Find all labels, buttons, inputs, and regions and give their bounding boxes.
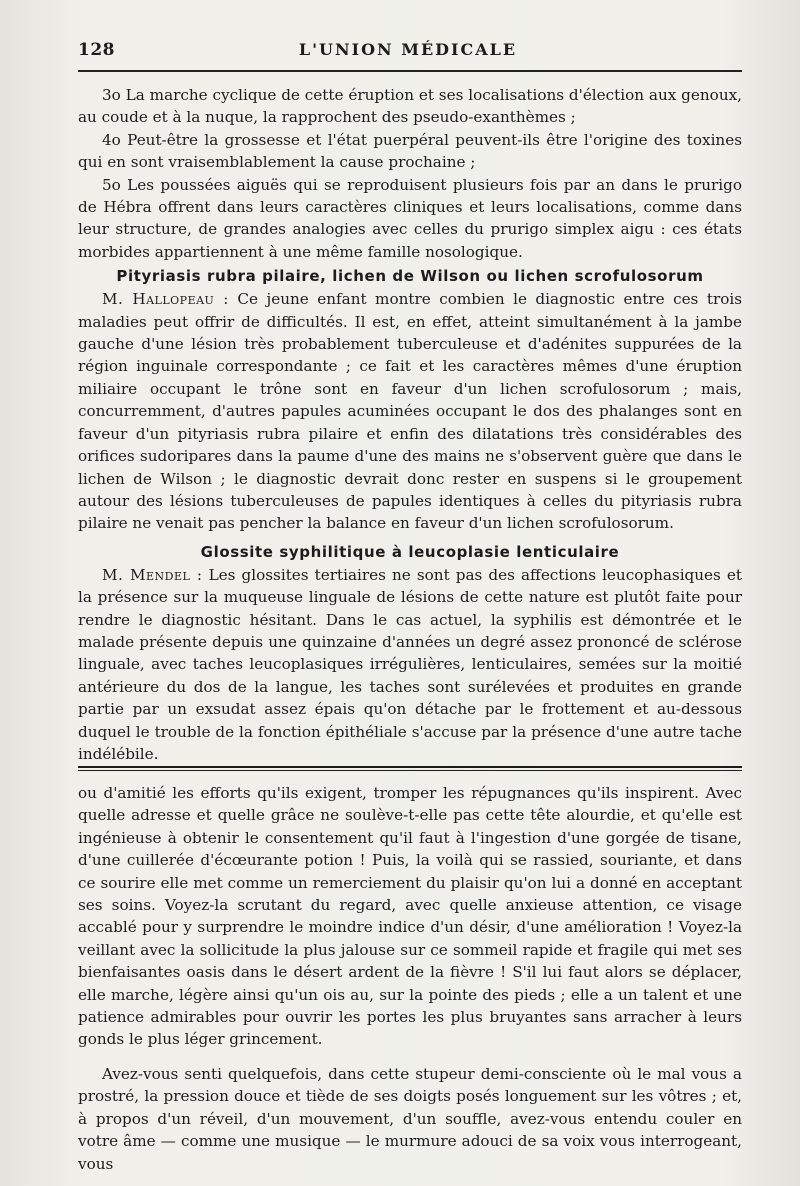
- section-heading-glossite: Glossite syphilitique à leucoplasie lenticulaire: [200, 542, 620, 561]
- paragraph-text: Ce jeune enfant montre combien le diagnostic entre ces trois maladies peut offrir de difficultés. Il est, en effet, atteint simultanément à la jambe gauche d'une lésion très probablement tuberculeuse et d'adénites suppurées de la région inguinale correspondante ; ce fait et les caractères mêmes d'une éruption miliaire occupant le trône sont en faveur d'un lichen scrofulosorum ; mais, concurremment, d'autres papules acuminées occupant le dos des phalanges sont en faveur d'un pityriasis rubra pilaire et enfin des dilatations très considérables des orifices sudoripares dans la paume d'une des mains ne s'observent guère que dans le lichen de Wilson ; le diagnostic devrait donc rester en suspens si le groupement autour des lésions tuberculeuses de papules identiques à celles du pityriasis rubra pilaire ne venait pas pencher la balance en faveur d'un lichen scrofulosorum.: [78, 290, 742, 533]
- paragraph-amitie: ou d'amitié les efforts qu'ils exigent, tromper les répugnances qu'ils inspirent. Avec quelle adresse et quelle grâce ne soulève-t-elle pas cette tête alourdie, et qu'elle est ingénieuse à obtenir le consentement qu'il faut à l'ingestion d'une gorgée de tisane, d'une cuillerée d'écœurante potion ! Puis, la voilà qui se rassied, souriante, et dans ce sourire elle met comme un remerciement du plaisir qu'on lui a donné en acceptant ses soins. Voyez-la scrutant du regard, avec quelle anxieuse attention, ce visage accablé pour y surprendre le moindre indice d'un désir, d'une amélioration ! Voyez-la veillant avec la sollicitude la plus jalouse sur ce sommeil rapide et fragile qui met ses bienfaisantes oasis dans le désert ardent de la fièvre ! S'il lui faut alors se déplacer, elle marche, légère ainsi qu'un ois au, sur la pointe des pieds ; elle a un talent et une patience admirables pour ouvrir les portes les plus bruyantes sans arracher à leurs gonds le plus léger grincement.: [78, 784, 742, 1049]
- paragraph-text: Les glossites tertiaires ne sont pas des affections leucophasiques et la présence sur la muqueuse linguale de lésions de cette nature est plutôt faite pour rendre le diagnostic hésitant. Dans le cas actuel, la syphilis est démontrée et le malade présente depuis une quinzaine d'années un degré assez prononcé de sclérose linguale, avec taches leucoplasiques irrégulières, lenticulaires, semées sur la moitié antérieure du dos de la langue, les taches sont surélevées et produites en grande partie par un exsudat assez épais qu'on détache par le frottement et au-dessous duquel le trouble de la fonction épithéliale s'accuse par la présence d'une autre tache indélébile.: [78, 565, 743, 763]
- running-title: L'UNION MÉDICALE: [298, 40, 518, 59]
- paragraph-grossesse: 4o Peut-être la grossesse et l'état puerpéral peuvent-ils être l'origine des toxines qui en sont vraisemblablement la cause prochaine ;: [78, 130, 742, 172]
- top-section: [78, 84, 742, 765]
- paragraph-eruption: 3o La marche cyclique de cette éruption et ses localisations d'élection aux genoux, au coude et à la nuque, la rapprochent des pseudo-exanthèmes ;: [78, 86, 742, 127]
- header-rule: [78, 70, 742, 72]
- feuilleton-section: [78, 782, 742, 1175]
- speaker-name: M. Mendel :: [102, 565, 203, 584]
- speaker-name: M. Hallopeau :: [102, 290, 229, 309]
- paragraph-hallopeau: [78, 288, 742, 534]
- page-header: [78, 36, 738, 62]
- paragraph-poussees: 5o Les poussées aiguës qui se reproduisent plusieurs fois par an dans le prurigo de Hébra offrent dans leurs caractères cliniques et leurs localisations, comme dans leur structure, de grandes analogies avec celles du prurigo simplex aigu : ces états morbides appartiennent à une même famille nosologique.: [78, 175, 742, 261]
- paragraph-avez-vous: Avez-vous senti quelquefois, dans cette stupeur demi-consciente où le mal vous a prostré, la pression douce et tiède de ses doigts posés longuement sur les vôtres ; et, à propos d'un réveil, d'un mouvement, d'un souffle, avez-vous entendu couler en votre âme — comme une musique — le murmure adouci de sa voix vous interrogeant, vous: [78, 1064, 742, 1173]
- page-number: 128: [78, 40, 115, 60]
- section-heading-pityriasis: Pityriasis rubra pilaire, lichen de Wilson ou lichen scrofulosorum: [116, 267, 704, 286]
- section-divider: [78, 766, 742, 771]
- paragraph-mendel: [78, 564, 742, 766]
